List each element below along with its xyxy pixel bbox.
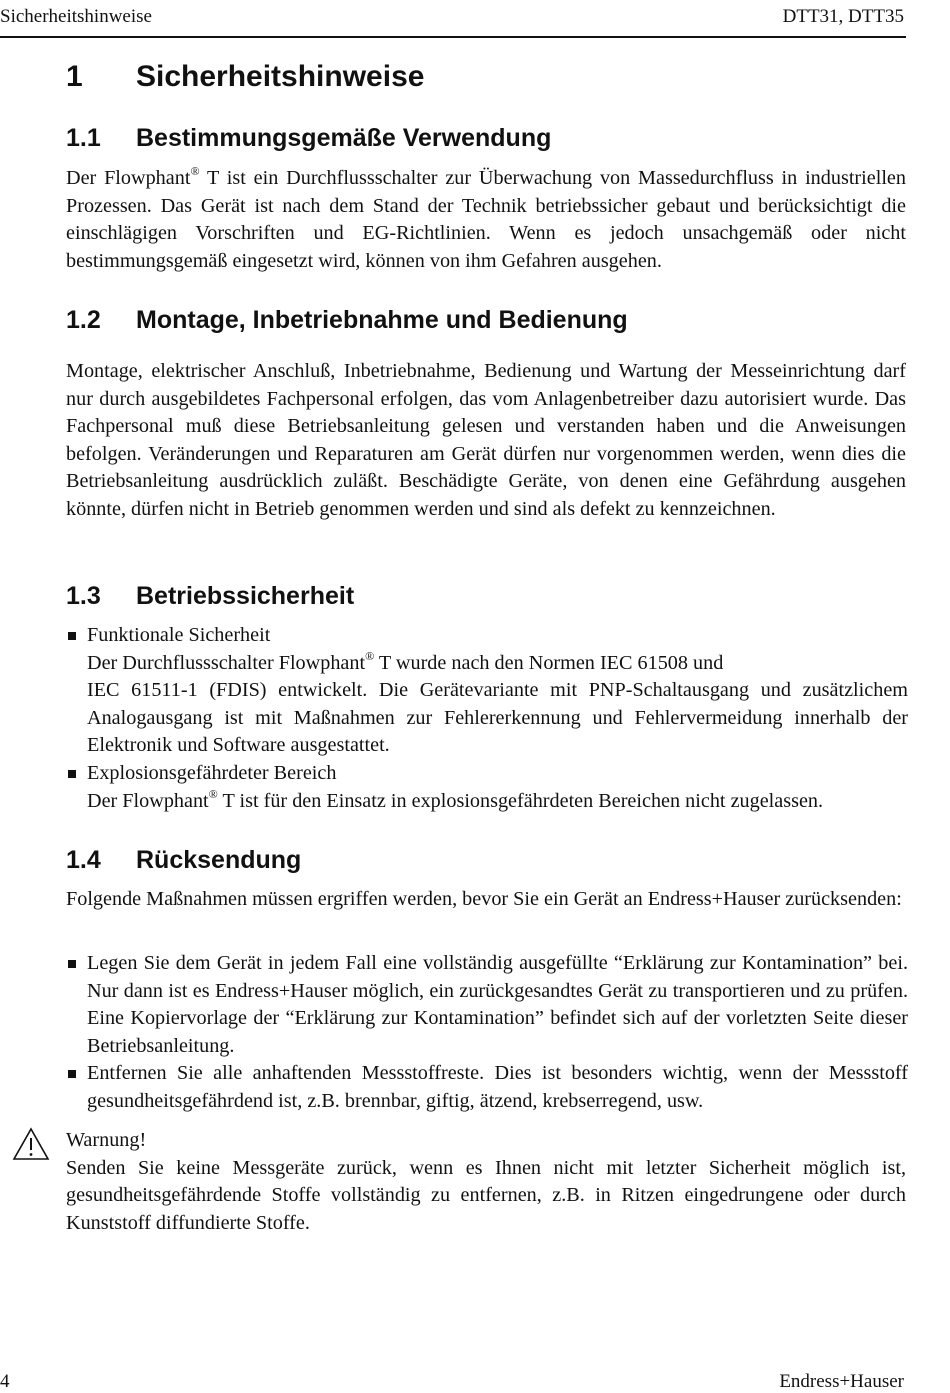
section-number: 1.3 bbox=[66, 582, 101, 610]
operational-safety-list bbox=[66, 622, 908, 815]
header-divider bbox=[0, 36, 906, 38]
bullet-icon bbox=[68, 770, 76, 778]
warning-text: Senden Sie keine Messgeräte zurück, wenn es Ihnen nicht mit letzter Sicherheit möglich ist, gesundheitsgefährdende Stoffe vollständig zu entfernen, z.B. in Ritzen eingedrungene oder durch Kunststoff diffundierte Stoffe. bbox=[66, 1156, 906, 1234]
bullet-icon bbox=[68, 960, 76, 968]
list-item: Explosionsgefährdeter Bereich Der Flowphant® T ist für den Einsatz in explosionsgefährdeten Bereichen nicht zugelassen. bbox=[66, 760, 908, 815]
footer-brand: Endress+Hauser bbox=[779, 1371, 904, 1392]
section-number: 1.1 bbox=[66, 124, 101, 152]
list-item-title: Explosionsgefährdeter Bereich bbox=[87, 761, 337, 784]
section-1-4-intro: Folgende Maßnahmen müssen ergriffen werden, bevor Sie ein Gerät an Endress+Hauser zurücksenden: bbox=[66, 888, 902, 910]
list-item: Legen Sie dem Gerät in jedem Fall eine vollständig ausgefüllte “Erklärung zur Kontamination” bei. Nur dann ist es Endress+Hauser möglich, ein zurückgesandtes Gerät zu transportieren und zu prüfen. Eine Kopiervorlage der “Erklärung zur Kontamination” befindet sich auf der vorletzten Seite dieser Betriebsanleitung. bbox=[66, 950, 908, 1060]
list-item-title: Funktionale Sicherheit bbox=[87, 624, 271, 646]
section-heading-1-4 bbox=[66, 846, 301, 875]
chapter-heading bbox=[66, 60, 424, 94]
section-1-1-paragraph: Der Flowphant® T ist ein Durchflussschalter zur Überwachung von Massedurchfluss in industriellen Prozessen. Das Gerät ist nach dem Stand der Technik betriebssicher gebaut und berücksichtigt die einschlägigen Vorschriften und EG-Richtlinien. Wenn es jedoch unsachgemäß oder nicht bestimmungsgemäß eingesetzt wird, können von ihm Gefahren ausgehen. bbox=[66, 164, 906, 272]
return-steps-list bbox=[66, 950, 908, 1116]
bullet-icon bbox=[68, 1070, 76, 1078]
section-title: Bestimmungsgemäße Verwendung bbox=[136, 124, 552, 152]
section-number: 1.2 bbox=[66, 306, 101, 334]
section-heading-1-3 bbox=[66, 582, 354, 611]
section-heading-1-1 bbox=[66, 124, 551, 153]
bullet-icon bbox=[68, 632, 76, 640]
chapter-number: 1 bbox=[66, 60, 83, 93]
warning-block bbox=[66, 1127, 906, 1237]
section-1-2-paragraph: Montage, elektrischer Anschluß, Inbetriebnahme, Bedienung und Wartung der Messeinrichtung darf nur durch ausgebildetes Fachpersonal erfolgen, das vom Anlagenbetreiber dazu autorisiert wurde. Das Fachpersonal muß diese Betriebsanleitung gelesen und verstanden haben und die Anweisungen befolgen. Veränderungen und Reparaturen am Gerät dürfen nur vorgenommen werden, wenn dies die Betriebsanleitung ausdrücklich zuläßt. Beschädigte Geräte, von denen eine Gefährdung ausgehen könnte, dürfen nicht in Betrieb genommen werden und sind als defekt zu kennzeichnen. bbox=[66, 360, 906, 520]
header-section-title: Sicherheitshinweise bbox=[0, 6, 152, 27]
section-title: Betriebssicherheit bbox=[136, 582, 355, 610]
section-title: Rücksendung bbox=[136, 846, 302, 874]
page-number: 4 bbox=[0, 1371, 10, 1392]
section-number: 1.4 bbox=[66, 846, 101, 874]
chapter-title: Sicherheitshinweise bbox=[136, 60, 425, 93]
list-item: Funktionale Sicherheit Der Durchflussschalter Flowphant® T wurde nach den Normen IEC 61508 und IEC 61511-1 (FDIS) entwickelt. Die Gerätevariante mit PNP-Schaltausgang und zusätzlichem Analogausgang ist mit Maßnahmen zur Fehlererkennung und Fehlervermeidung innerhalb der Elektronik und Software ausgestattet. bbox=[66, 622, 908, 760]
warning-title: Warnung! bbox=[66, 1129, 147, 1151]
header-model-names: DTT31, DTT35 bbox=[782, 6, 904, 27]
section-title: Montage, Inbetriebnahme und Bedienung bbox=[136, 306, 628, 334]
list-item: Entfernen Sie alle anhaftenden Messstoffreste. Dies ist besonders wichtig, wenn der Messstoff gesundheitsgefährdend ist, z.B. brennbar, giftig, ätzend, krebserregend, usw. bbox=[66, 1060, 908, 1115]
section-heading-1-2 bbox=[66, 306, 628, 335]
warning-triangle-icon bbox=[12, 1127, 50, 1161]
